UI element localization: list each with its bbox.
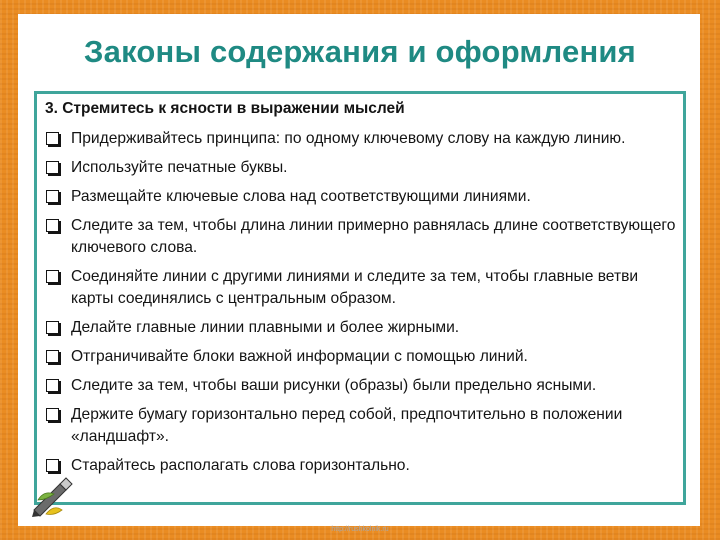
square-bullet-icon <box>46 161 59 174</box>
rules-list <box>37 128 677 484</box>
square-bullet-icon <box>46 408 59 421</box>
list-item <box>37 157 677 179</box>
list-item <box>37 404 677 448</box>
list-item-text: Старайтесь располагать слова горизонтально. <box>71 457 410 474</box>
list-item <box>37 455 677 477</box>
square-bullet-icon <box>46 190 59 203</box>
pencil-leaf-icon <box>30 470 74 518</box>
list-item <box>37 128 677 150</box>
section-heading: 3. Стремитесь к ясности в выражении мыслей <box>45 100 405 117</box>
list-item <box>37 317 677 339</box>
list-item-text: Следите за тем, чтобы длина линии примерно равнялась длине соответствующего ключевого слова. <box>71 217 676 256</box>
list-item-text: Используйте печатные буквы. <box>71 159 288 176</box>
list-item-text: Придерживайтесь принципа: по одному ключевому слову на каждую линию. <box>71 130 626 147</box>
list-item-text: Следите за тем, чтобы ваши рисунки (образы) были предельно ясными. <box>71 377 597 394</box>
square-bullet-icon <box>46 379 59 392</box>
list-item-text: Соединяйте линии с другими линиями и следите за тем, чтобы главные ветви карты соединялись с центральным образом. <box>71 268 639 307</box>
square-bullet-icon <box>46 270 59 283</box>
content-box <box>34 91 686 505</box>
square-bullet-icon <box>46 132 59 145</box>
slide-title: Законы содержания и оформления <box>84 34 636 69</box>
list-item <box>37 346 677 368</box>
footer-url: http://rushkolnik.ru <box>331 526 389 533</box>
list-item <box>37 215 677 259</box>
list-item <box>37 266 677 310</box>
square-bullet-icon <box>46 350 59 363</box>
list-item-text: Делайте главные линии плавными и более жирными. <box>71 319 460 336</box>
list-item-text: Размещайте ключевые слова над соответствующими линиями. <box>71 188 531 205</box>
list-item <box>37 375 677 397</box>
list-item-text: Держите бумагу горизонтально перед собой, предпочтительно в положении «ландшафт». <box>71 406 623 445</box>
square-bullet-icon <box>46 321 59 334</box>
list-item <box>37 186 677 208</box>
list-item-text: Отграничивайте блоки важной информации с помощью линий. <box>71 348 528 365</box>
square-bullet-icon <box>46 219 59 232</box>
